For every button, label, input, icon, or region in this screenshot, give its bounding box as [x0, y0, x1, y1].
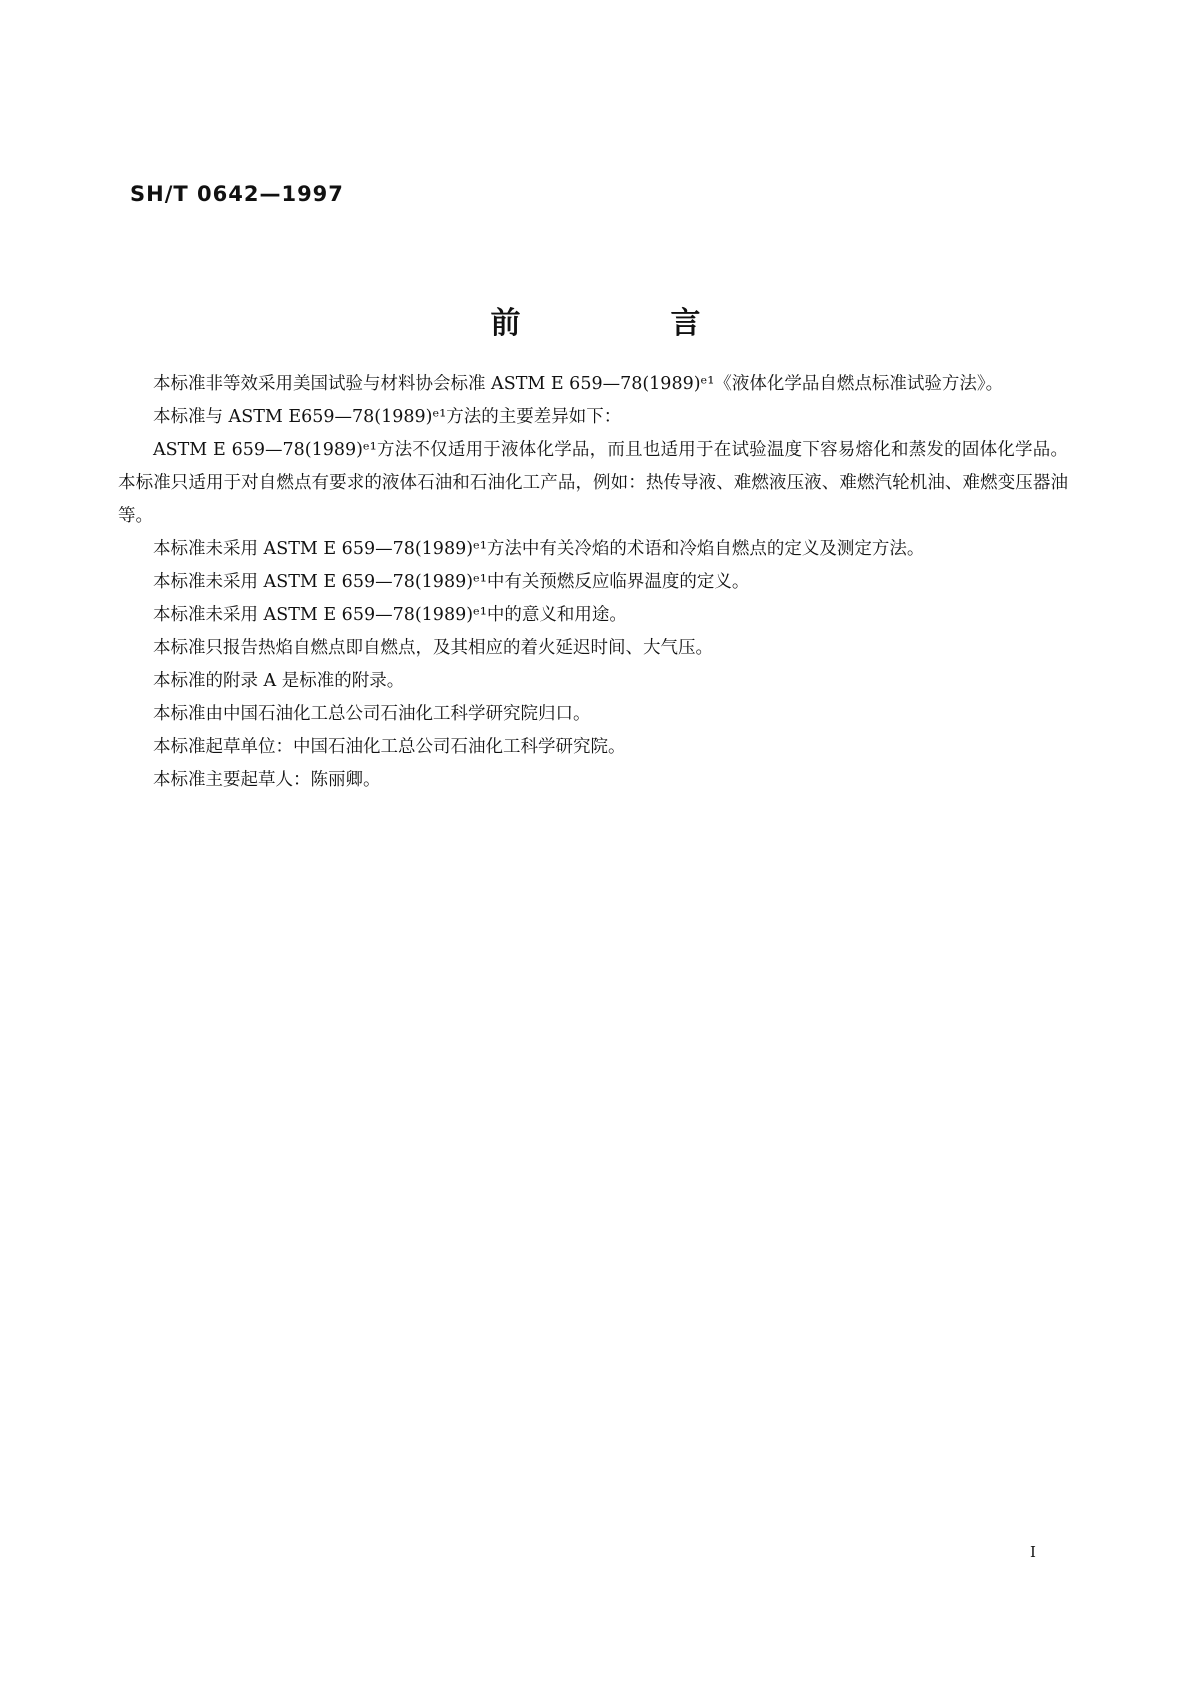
paragraph-cool-flame: 本标准未采用 ASTM E 659—78(1989)ᵉ¹方法中有关冷焰的术语和冷焰自燃点的定义及测定方法。	[153, 539, 925, 559]
page-number: I	[1030, 1543, 1036, 1561]
paragraph-adoption: 本标准非等效采用美国试验与材料协会标准 ASTM E 659—78(1989)ᵉ¹《液体化学品自燃点标准试验方法》。	[153, 374, 1004, 394]
paragraph-differences-intro: 本标准与 ASTM E659—78(1989)ᵉ¹方法的主要差异如下：	[153, 407, 622, 427]
paragraph-administration: 本标准由中国石油化工总公司石油化工科学研究院归口。	[153, 704, 591, 724]
paragraph-drafter: 本标准主要起草人：陈丽卿。	[153, 770, 381, 790]
paragraph-drafting-unit: 本标准起草单位：中国石油化工总公司石油化工科学研究院。	[153, 737, 626, 757]
paragraph-scope-difference: ASTM E 659—78(1989)ᵉ¹方法不仅适用于液体化学品，而且也适用于在试验温度下容易熔化和蒸发的固体化学品。本标准只适用于对自燃点有要求的液体石油和石油化工产品，例如：热传导液、难燃液压液、难燃汽轮机油、难燃变压器油等。	[118, 440, 1068, 526]
paragraph-pre-flame: 本标准未采用 ASTM E 659—78(1989)ᵉ¹中有关预燃反应临界温度的定义。	[153, 572, 750, 592]
paragraph-significance: 本标准未采用 ASTM E 659—78(1989)ᵉ¹中的意义和用途。	[153, 605, 627, 625]
page-title: 前 言	[490, 306, 761, 341]
paragraph-reporting: 本标准只报告热焰自燃点即自燃点，及其相应的着火延迟时间、大气压。	[153, 638, 713, 658]
foreword-body	[118, 368, 1068, 797]
paragraph-appendix: 本标准的附录 A 是标准的附录。	[153, 671, 405, 691]
standard-code: SH/T 0642—1997	[130, 182, 344, 206]
